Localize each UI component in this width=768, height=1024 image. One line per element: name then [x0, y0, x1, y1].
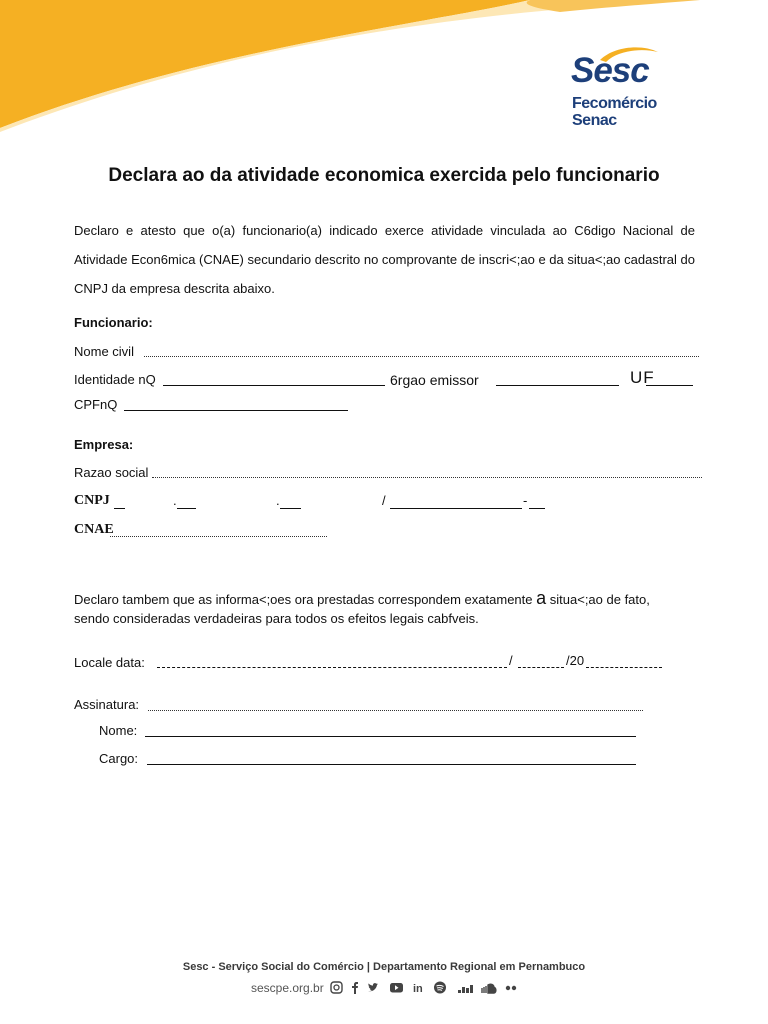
funcionario-heading: Funcionario:	[74, 315, 153, 330]
local-field[interactable]	[157, 667, 507, 668]
logo-sesc: Sesc	[571, 51, 649, 90]
document-title: Declara ao da atividade economica exercida pelo funcionario	[108, 165, 660, 186]
assinatura-field[interactable]	[148, 710, 643, 711]
nome-civil-label: Nome civil	[74, 344, 134, 359]
svg-text:in: in	[413, 983, 423, 995]
cnpj-sep-4: -	[523, 493, 528, 508]
facebook-icon[interactable]	[352, 982, 358, 994]
soundcloud-icon[interactable]	[482, 984, 496, 993]
linkedin-icon[interactable]	[413, 983, 423, 995]
cargo-label: Cargo:	[99, 751, 139, 766]
declaracao-a: a	[536, 588, 547, 608]
razao-social-field[interactable]	[152, 477, 702, 478]
cnpj-sep-2: .	[276, 493, 280, 508]
cnpj-field-2[interactable]	[177, 508, 196, 509]
deezer-icon[interactable]	[458, 985, 473, 993]
cnpj-sep-1: .	[173, 493, 177, 508]
cnpj-sep-3: /	[382, 493, 386, 508]
logo-fecomercio: Fecomércio	[572, 95, 657, 112]
data-year-prefix: /20	[566, 653, 585, 668]
cnpj-label: CNPJ	[74, 493, 110, 508]
data-ano-field[interactable]	[586, 667, 662, 668]
cnpj-field-1[interactable]	[114, 508, 125, 509]
flickr-icon[interactable]	[506, 986, 516, 990]
identidade-label: Identidade nQ	[74, 372, 156, 387]
nome-civil-field[interactable]	[144, 356, 699, 357]
intro-paragraph: Declaro e atesto que o(a) funcionario(a) indicado exerce atividade vinculada ao C6digo Nacional de Atividade Econ6mica (CNAE) secundario descrito no comprovante de inscri<;ao e da situa<;ao cadastral do CNPJ da empresa descrita abaixo.	[74, 223, 695, 296]
identidade-field[interactable]	[163, 385, 385, 386]
spotify-icon[interactable]	[434, 982, 446, 994]
declaracao-text-b: situa<;ao de fato,	[549, 592, 650, 607]
data-mes-field[interactable]	[518, 667, 564, 668]
assinatura-label: Assinatura:	[74, 697, 140, 712]
cnpj-field-5[interactable]	[529, 508, 545, 509]
cargo-field[interactable]	[147, 764, 636, 765]
declaracao-text-a: Declaro tambem que as informa<;oes ora prestadas correspondem exatamente	[74, 592, 533, 607]
uf-field[interactable]	[646, 385, 693, 386]
data-sep-1: /	[509, 653, 513, 668]
nome-field[interactable]	[145, 736, 636, 737]
cpf-field[interactable]	[124, 410, 348, 411]
nome-label: Nome:	[99, 723, 138, 738]
youtube-icon[interactable]	[390, 983, 403, 993]
cnpj-field-3[interactable]	[280, 508, 301, 509]
twitter-icon[interactable]	[368, 983, 378, 991]
local-data-label: Locale data:	[74, 655, 145, 670]
header-swoosh	[0, 0, 768, 140]
razao-social-label: Razao social	[74, 465, 149, 480]
logo-senac: Senac	[572, 112, 617, 129]
orgao-emissor-label: 6rgao emissor	[390, 372, 479, 388]
orgao-emissor-field[interactable]	[496, 385, 619, 386]
cpf-label: CPFnQ	[74, 397, 118, 412]
empresa-heading: Empresa:	[74, 437, 134, 452]
footer-url[interactable]: sescpe.org.br	[251, 981, 324, 995]
uf-label: UF	[630, 368, 655, 387]
footer-org: Sesc - Serviço Social do Comércio | Departamento Regional em Pernambuco	[182, 961, 586, 973]
declaracao-line1	[74, 588, 650, 609]
social-icons	[330, 981, 520, 995]
cnae-field[interactable]	[110, 536, 327, 537]
cnpj-field-4[interactable]	[390, 508, 522, 509]
instagram-icon[interactable]	[331, 982, 342, 993]
declaracao-line2: sendo consideradas verdadeiras para todos os efeitos legais cabfveis.	[74, 611, 479, 626]
cnae-label: CNAE	[74, 522, 114, 537]
